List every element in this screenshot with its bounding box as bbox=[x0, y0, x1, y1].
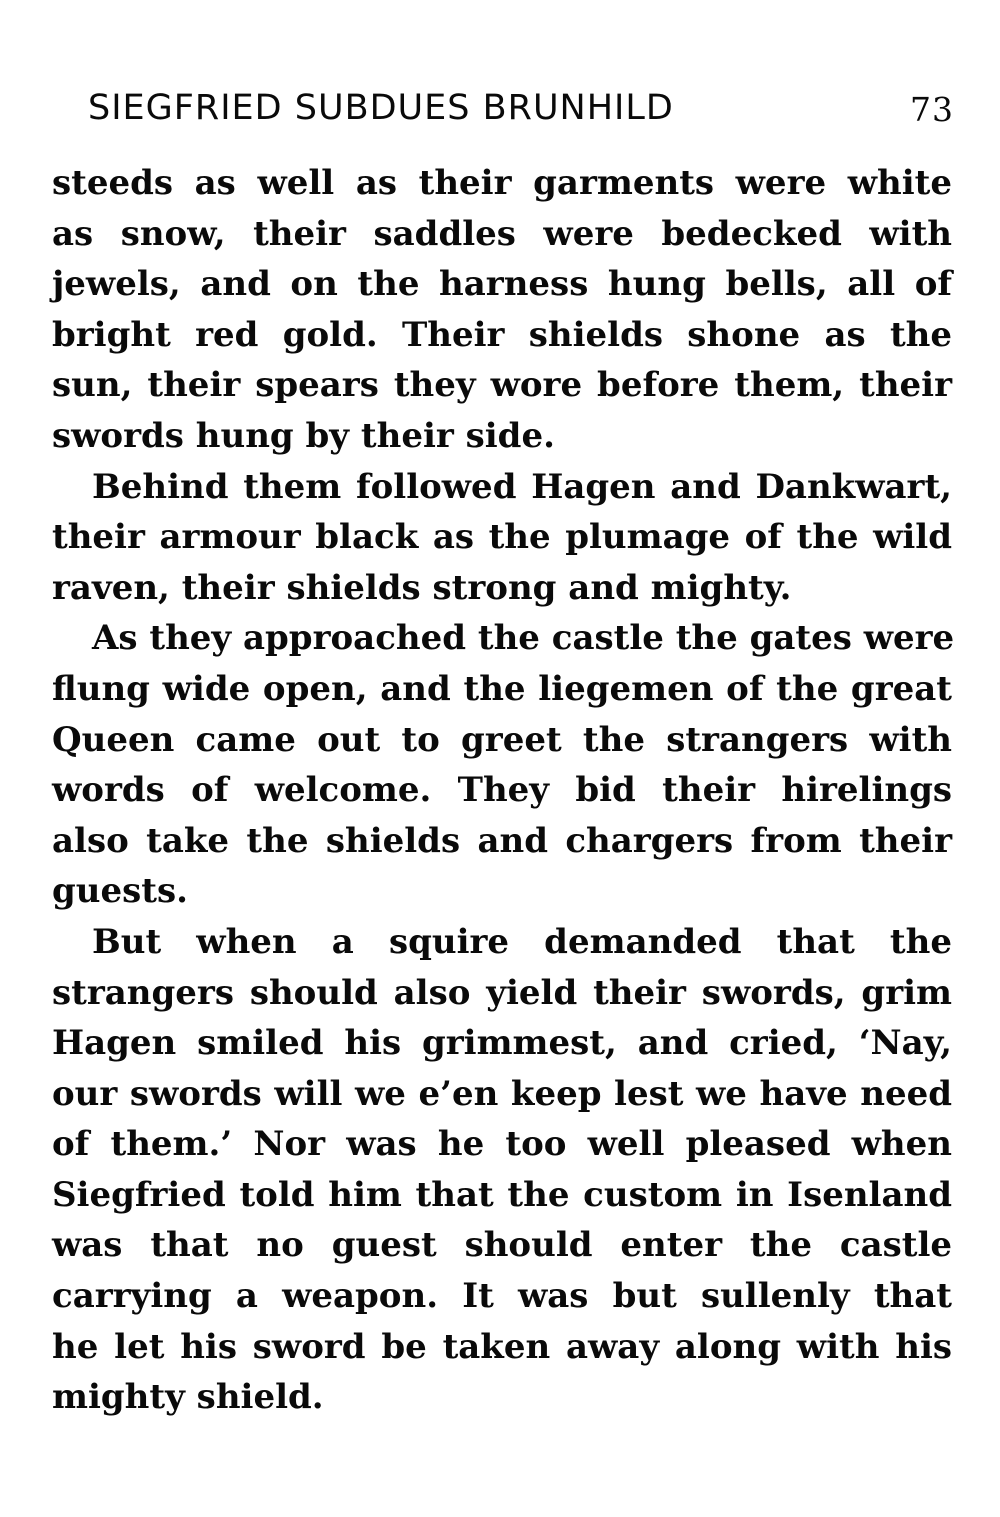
text-line: But when a squire demanded that the bbox=[92, 921, 952, 962]
text-line: Siegfried told him that the custom in Isenland bbox=[52, 1174, 952, 1215]
text-line: of them.’ Nor was he too well pleased when bbox=[52, 1124, 952, 1165]
text-line: sun, their spears they wore before them, their bbox=[52, 365, 952, 406]
paragraph-1 bbox=[52, 158, 952, 462]
text-line: Behind them followed Hagen and Dankwart, bbox=[92, 466, 952, 507]
text-line: Hagen smiled his grimmest, and cried, ‘Nay, bbox=[52, 1023, 952, 1064]
text-line: strangers should also yield their swords, grim bbox=[52, 972, 952, 1013]
text-line: mighty shield. bbox=[52, 1377, 324, 1418]
text-line: jewels, and on the harness hung bells, all of bbox=[52, 264, 952, 305]
paragraph-4 bbox=[52, 917, 952, 1423]
paragraph-2 bbox=[52, 462, 952, 614]
page-number: 73 bbox=[910, 90, 954, 129]
text-line: flung wide open, and the liegemen of the great bbox=[52, 668, 952, 709]
text-line: words of welcome. They bid their hirelings bbox=[52, 770, 952, 811]
text-line: he let his sword be taken away along with his bbox=[52, 1326, 952, 1367]
text-line: was that no guest should enter the castle bbox=[52, 1225, 952, 1266]
text-line: as snow, their saddles were bedecked with bbox=[52, 213, 952, 254]
text-line: steeds as well as their garments were white bbox=[52, 163, 952, 203]
text-line: raven, their shields strong and mighty. bbox=[52, 567, 792, 608]
running-title: SIEGFRIED SUBDUES BRUNHILD bbox=[88, 88, 674, 128]
text-line: swords hung by their side. bbox=[52, 415, 555, 456]
text-line: Queen came out to greet the strangers with bbox=[52, 719, 952, 760]
text-line: As they approached the castle the gates were bbox=[92, 618, 955, 659]
text-line: carrying a weapon. It was but sullenly that bbox=[52, 1276, 952, 1317]
body-text bbox=[52, 158, 955, 1423]
text-line: also take the shields and chargers from their bbox=[52, 820, 952, 861]
paragraph-3 bbox=[52, 613, 955, 917]
running-header bbox=[88, 88, 954, 138]
text-line: our swords will we e’en keep lest we have need bbox=[52, 1073, 952, 1114]
text-line: bright red gold. Their shields shone as the bbox=[52, 314, 952, 355]
text-line: guests. bbox=[52, 871, 188, 912]
text-line: their armour black as the plumage of the wild bbox=[52, 517, 952, 558]
